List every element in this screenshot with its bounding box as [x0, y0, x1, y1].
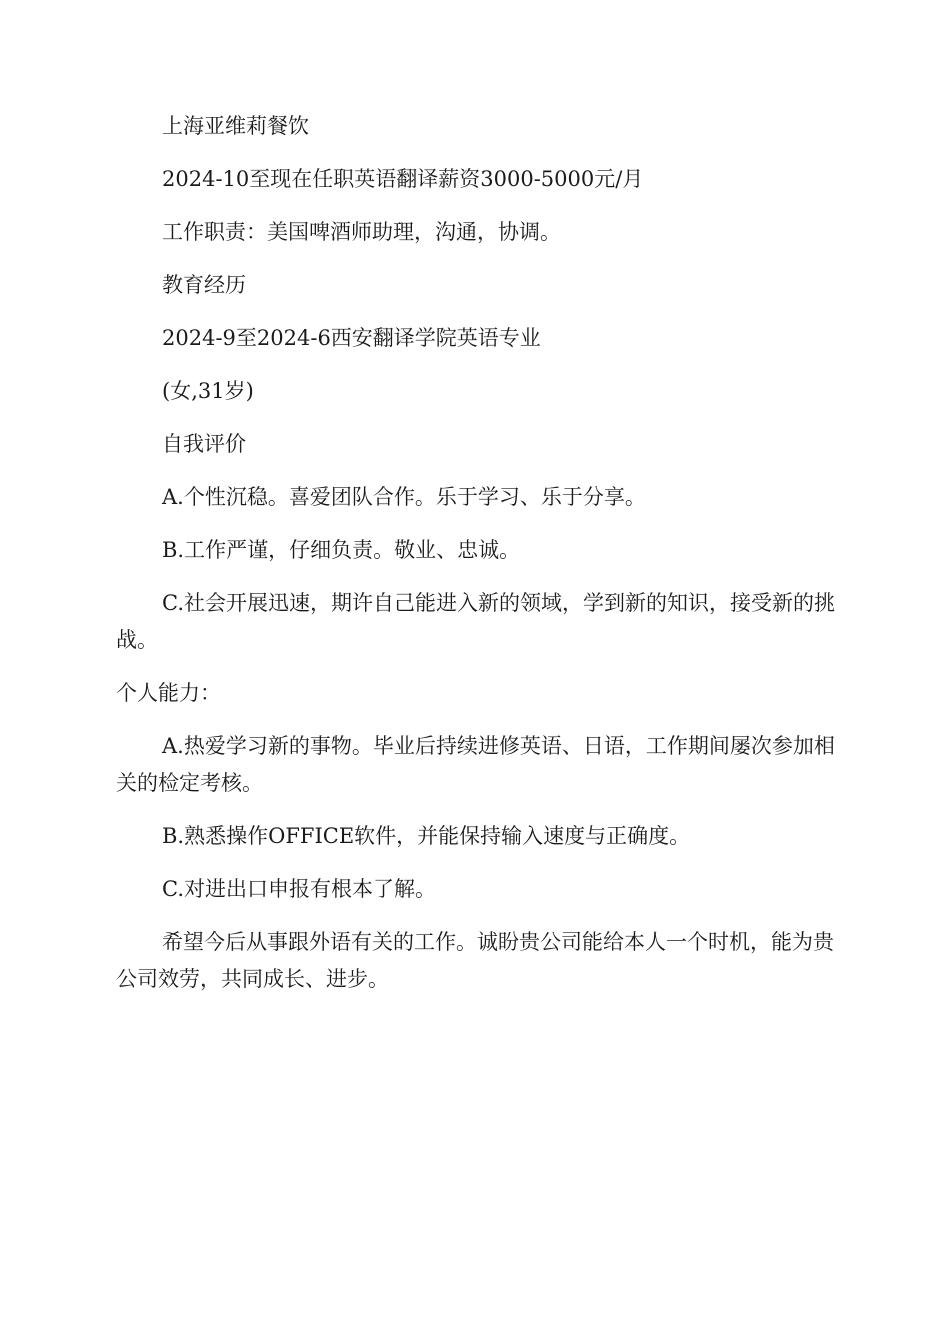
- ability-heading: 个人能力：: [116, 681, 221, 705]
- ability-item: C.对进出口申报有根本了解。: [162, 877, 436, 901]
- job-period-line: 2024-10至现在任职英语翻译薪资3000-5000元/月: [162, 167, 644, 191]
- self-evaluation-item: A.个性沉稳。喜爱团队合作。乐于学习、乐于分享。: [162, 485, 646, 509]
- self-evaluation-item: C.社会开展迅速，期许自己能进入新的领域，学到新的知识，接受新的挑战。: [116, 591, 835, 652]
- education-heading: 教育经历: [162, 273, 246, 297]
- personal-info: (女,31岁): [162, 379, 254, 403]
- company-name: 上海亚维莉餐饮: [162, 114, 309, 138]
- job-duties-line: 工作职责：美国啤酒师助理，沟通，协调。: [162, 220, 561, 244]
- ability-item: B.熟悉操作OFFICE软件，并能保持输入速度与正确度。: [162, 824, 691, 848]
- closing-statement: 希望今后从事跟外语有关的工作。诚盼贵公司能给本人一个时机，能为贵公司效劳，共同成长、进步。: [116, 930, 834, 991]
- self-evaluation-item: B.工作严谨，仔细负责。敬业、忠诚。: [162, 538, 521, 562]
- education-entry: 2024-9至2024-6西安翻译学院英语专业: [162, 326, 541, 350]
- document-body: [116, 108, 836, 1014]
- ability-item: A.热爱学习新的事物。毕业后持续进修英语、日语，工作期间屡次参加相关的检定考核。: [116, 734, 835, 795]
- self-evaluation-heading: 自我评价: [162, 432, 246, 456]
